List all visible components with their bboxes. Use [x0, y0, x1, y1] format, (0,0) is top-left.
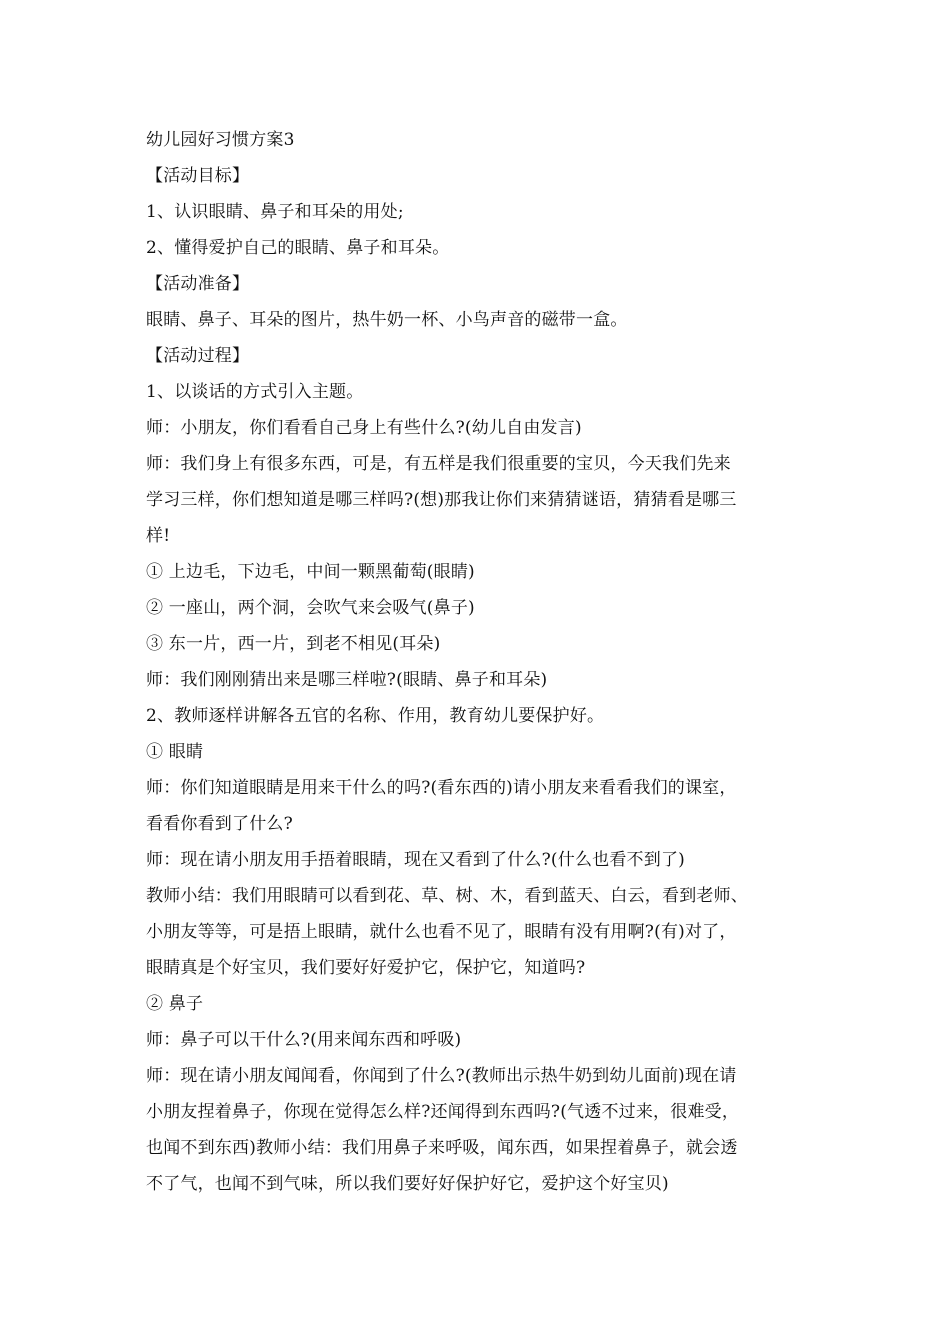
paragraph-line: 2、教师逐样讲解各五官的名称、作用，教育幼儿要保护好。 — [146, 706, 605, 726]
paragraph-line: 样! — [146, 526, 171, 546]
paragraph-line: 教师小结：我们用眼睛可以看到花、草、树、木，看到蓝天、白云，看到老师、 — [146, 886, 748, 906]
subheading-nose: ② 鼻子 — [146, 994, 204, 1014]
paragraph-line: 不了气，也闻不到气味，所以我们要好好保护好它，爱护这个好宝贝) — [146, 1174, 669, 1194]
paragraph-line: 小朋友等等，可是捂上眼睛，就什么也看不见了，眼睛有没有用啊?(有)对了， — [146, 922, 737, 942]
paragraph-line: 师：小朋友，你们看看自己身上有些什么?(幼儿自由发言) — [146, 418, 582, 438]
paragraph-line: 师：鼻子可以干什么?(用来闻东西和呼吸) — [146, 1030, 462, 1050]
subheading-eyes: ① 眼睛 — [146, 742, 204, 762]
section-heading-process: 【活动过程】 — [146, 346, 250, 366]
riddle-line: ② 一座山，两个洞，会吹气来会吸气(鼻子) — [146, 598, 475, 618]
paragraph-line: 师：我们刚刚猜出来是哪三样啦?(眼睛、鼻子和耳朵) — [146, 670, 548, 690]
paragraph-line: 也闻不到东西)教师小结：我们用鼻子来呼吸，闻东西，如果捏着鼻子，就会透 — [146, 1138, 738, 1158]
paragraph-line: 学习三样，你们想知道是哪三样吗?(想)那我让你们来猜猜谜语，猜猜看是哪三 — [146, 490, 737, 510]
document-title: 幼儿园好习惯方案3 — [146, 130, 295, 150]
riddle-line: ① 上边毛，下边毛，中间一颗黑葡萄(眼睛) — [146, 562, 475, 582]
paragraph-line: 师：现在请小朋友用手捂着眼睛，现在又看到了什么?(什么也看不到了) — [146, 850, 685, 870]
document-body — [146, 122, 826, 1202]
paragraph-line: 1、认识眼睛、鼻子和耳朵的用处; — [146, 202, 404, 222]
section-heading-preparation: 【活动准备】 — [146, 274, 250, 294]
paragraph-line: 师：你们知道眼睛是用来干什么的吗?(看东西的)请小朋友来看看我们的课室， — [146, 778, 737, 798]
riddle-line: ③ 东一片，西一片，到老不相见(耳朵) — [146, 634, 441, 654]
paragraph-line: 1、以谈话的方式引入主题。 — [146, 382, 364, 402]
section-heading-goals: 【活动目标】 — [146, 166, 250, 186]
paragraph-line: 小朋友捏着鼻子，你现在觉得怎么样?还闻得到东西吗?(气透不过来，很难受， — [146, 1102, 740, 1122]
paragraph-line: 2、懂得爱护自己的眼睛、鼻子和耳朵。 — [146, 238, 450, 258]
paragraph-line: 眼睛真是个好宝贝，我们要好好爱护它，保护它，知道吗? — [146, 958, 586, 978]
paragraph-line: 师：现在请小朋友闻闻看，你闻到了什么?(教师出示热牛奶到幼儿面前)现在请 — [146, 1066, 737, 1086]
paragraph-line: 看看你看到了什么? — [146, 814, 293, 834]
paragraph-line: 眼睛、鼻子、耳朵的图片，热牛奶一杯、小鸟声音的磁带一盒。 — [146, 310, 628, 330]
paragraph-line: 师：我们身上有很多东西，可是，有五样是我们很重要的宝贝，今天我们先来 — [146, 454, 731, 474]
